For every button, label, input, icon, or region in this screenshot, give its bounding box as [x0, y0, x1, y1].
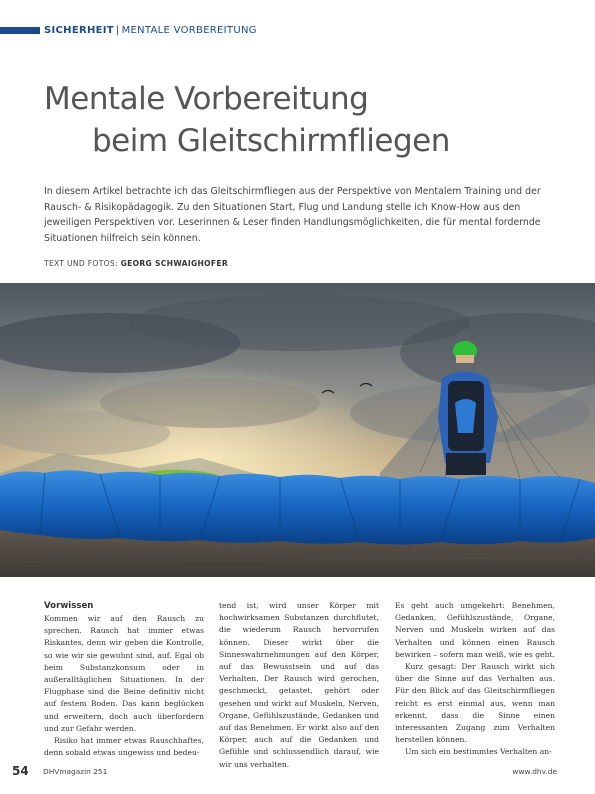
- credit-author: GEORG SCHWAIGHOFER: [120, 259, 229, 268]
- title-line-1: Mentale Vorbereitung: [44, 81, 369, 117]
- paragraph: Es geht auch umgekehrt: Benehmen, Gedanken, Gefühlszustände, Organe, Nerven und Muskeln wirken auf das Verhalten und können einen Rausch bewirken – sofern man weiß, wie es geht.: [395, 601, 555, 659]
- page-number: 54: [12, 764, 29, 778]
- section-color-bar: [0, 27, 40, 34]
- article-column-1: [44, 600, 204, 759]
- magazine-issue: DHVmagazin 251: [43, 767, 108, 776]
- section-header: [44, 25, 257, 36]
- paragraph: Um sich ein bestimmtes Verhalten an-: [405, 747, 552, 757]
- intro-paragraph: In diesem Artikel betrachte ich das Gleitschirmfliegen aus der Perspektive von Mentalem Training und der Rausch- & Risikopädagogik. Zu den Situationen Start, Flug und Landung stelle ich Know-How aus den jeweiligen Perspektiven vor. Leserinnen & Leser finden Handlungsmöglichkeiten, die für mental fordernde Situationen hilfreich sein können.: [44, 186, 541, 244]
- title-line-2: beim Gleitschirmfliegen: [92, 123, 450, 159]
- section-label: SICHERHEIT: [44, 25, 114, 36]
- section-heading-vorwissen: Vorwissen: [44, 601, 94, 611]
- paragraph: Risiko hat immer etwas Rauschhaftes, denn sobald etwas ungewiss und bedeu-: [44, 736, 204, 758]
- article-column-3: [395, 600, 555, 759]
- website-link[interactable]: www.dhv.de: [512, 767, 557, 776]
- section-separator: |: [115, 25, 120, 36]
- paragraph: Kurz gesagt: Der Rausch wirkt sich über die Sinne auf das Verhalten aus. Für den Blick auf das Gleitschirmfliegen reicht es erst einmal aus, wenn man erkennt, dass die Sinne einen interessanten Zugang zum Verhalten herstellen können.: [395, 662, 555, 745]
- credit-prefix: TEXT UND FOTOS:: [44, 259, 121, 268]
- subsection-label: MENTALE VORBEREITUNG: [121, 25, 257, 36]
- paragraph: tend ist, wird unser Körper mit hochwirksamen Substanzen durchflutet, die wiederum Rausch hervorrufen können. Dieser wirkt über die Sinneswahrnehmungen auf den Körper, auf das Bewusstsein und auf das Verhalten. Der Rausch wird gerochen, geschmeckt, getastet, gehört oder gesehen und wirkt auf Muskeln, Nerven, Organe, Gefühlszustände, Gedanken und auf das Benehmen. Er wirkt also auf den Körper, auch auf die Gedanken und Gefühle und schlussendlich darauf, wie wir uns verhalten.: [219, 601, 379, 769]
- paraglider-photo: [0, 283, 595, 577]
- article-title: [44, 78, 450, 162]
- article-column-2: [219, 600, 379, 771]
- paragraph: Kommen wir auf den Rausch zu sprechen. Rausch hat immer etwas Riskantes, denn wir geben die Kontrolle, so wie wir sie gewohnt sind, auf. Egal ob beim Substanzkonsum oder in außeralltäglichen Situationen. In der Flugphase sind die Beine definitiv nicht auf festem Boden. Das kann beglücken und erweitern, doch auch überfordern und zur Gefahr werden.: [44, 614, 204, 733]
- author-credit: [44, 259, 228, 268]
